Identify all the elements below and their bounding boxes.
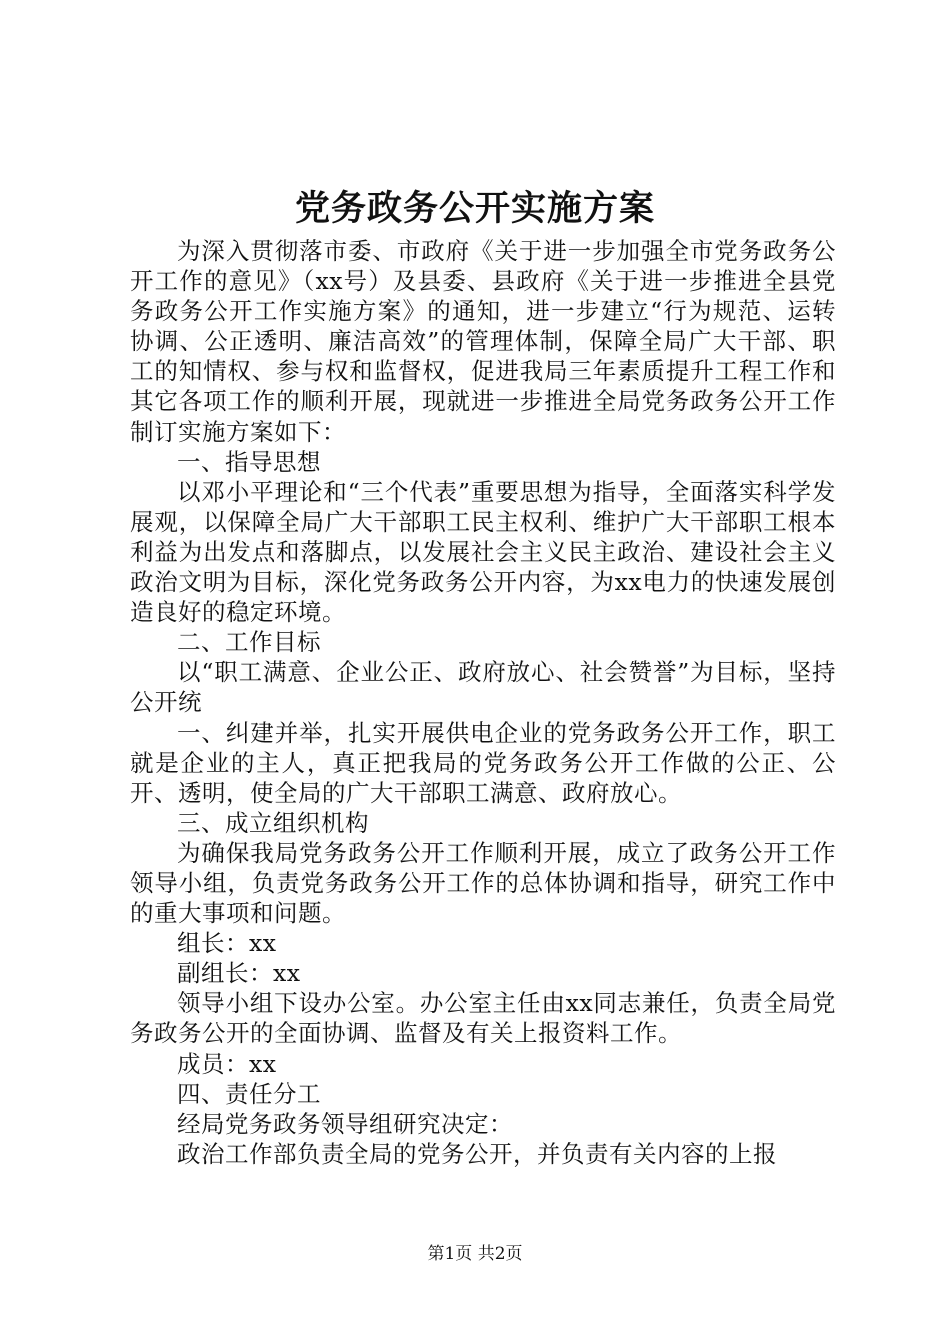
document-body <box>130 236 836 1169</box>
paragraph-work-goals-detail: 一、纠建并举，扎实开展供电企业的党务政务公开工作，职工就是企业的主人，真正把我局的党务政务公开工作做的公正、公开、透明，使全局的广大干部职工满意、政府放心。 <box>130 718 836 807</box>
section-heading-organization: 三、成立组织机构 <box>177 808 369 837</box>
page-footer: 第1页 共2页 <box>427 1244 523 1264</box>
deputy-leader-line: 副组长：xx <box>177 959 301 988</box>
team-leader-line: 组长：xx <box>177 929 277 958</box>
paragraph-office: 领导小组下设办公室。办公室主任由xx同志兼任，负责全局党务政务公开的全面协调、监督及有关上报资料工作。 <box>130 989 836 1048</box>
section-heading-responsibilities: 四、责任分工 <box>177 1079 321 1108</box>
paragraph-decision: 经局党务政务领导组研究决定： <box>177 1109 513 1138</box>
paragraph-political-dept: 政治工作部负责全局的党务公开，并负责有关内容的上报 <box>177 1139 777 1168</box>
paragraph-organization: 为确保我局党务政务公开工作顺利开展，成立了政务公开工作领导小组，负责党务政务公开工作的总体协调和指导，研究工作中的重大事项和问题。 <box>130 838 836 928</box>
paragraph-work-goals: 以“职工满意、企业公正、政府放心、社会赞誉”为目标，坚持公开统 <box>130 658 836 717</box>
section-heading-work-goals: 二、工作目标 <box>177 628 321 657</box>
paragraph-intro: 为深入贯彻落市委、市政府《关于进一步加强全市党务政务公开工作的意见》（xx号）及县委、县政府《关于进一步推进全县党务政务公开工作实施方案》的通知，进一步建立“行为规范、运转协调、公正透明、廉洁高效”的管理体制，保障全局广大干部、职工的知情权、参与权和监督权，促进我局三年素质提升工程工作和其它各项工作的顺利开展，现就进一步推进全局党务政务公开工作制订实施方案如下： <box>130 237 836 446</box>
section-heading-guiding-ideology: 一、指导思想 <box>177 447 321 476</box>
page-title: 党务政务公开实施方案 <box>294 188 655 229</box>
paragraph-guiding-ideology: 以邓小平理论和“三个代表”重要思想为指导，全面落实科学发展观，以保障全局广大干部职工民主权利、维护广大干部职工根本利益为出发点和落脚点，以发展社会主义民主政治、建设社会主义政治文明为目标，深化党务政务公开内容，为xx电力的快速发展创造良好的稳定环境。 <box>130 477 836 627</box>
members-line: 成员：xx <box>177 1049 277 1078</box>
